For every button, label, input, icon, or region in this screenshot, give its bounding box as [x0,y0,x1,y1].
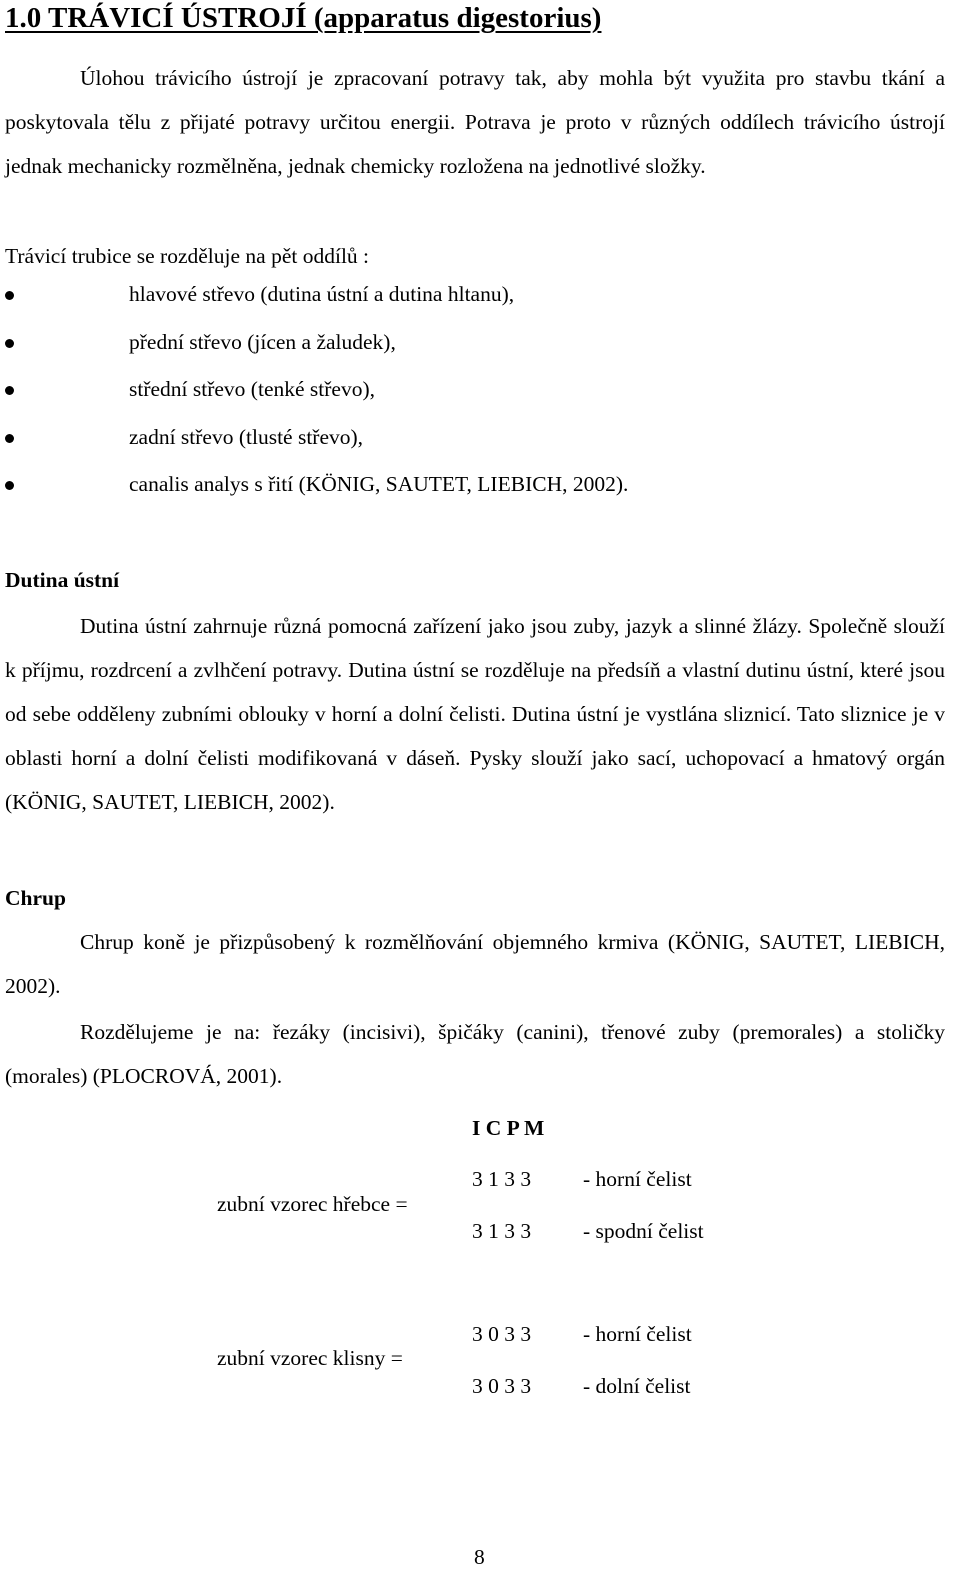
mare-lower-label: - dolní čelist [583,1374,691,1398]
bullet-icon [5,339,14,348]
oral-cavity-text: Dutina ústní zahrnuje různá pomocná zařízení jako jsou zuby, jazyk a slinné žlázy. Společně slouží k příjmu, rozdrcení a zvlhčení potravy. Dutina ústní se rozděluje na předsíň a vlastní dutinu ústní, které jsou od sebe odděleny zubními oblouky v horní a dolní čelisti. Dutina ústní je vystlána sliznicí. Tato sliznice je v oblasti horní a dolní čelisti modifikovaná v dáseň. Pysky slouží jako sací, uchopovací a hmatový orgán (KÖNIG, SAUTET, LIEBICH, 2002). [5,614,945,814]
oral-cavity-heading: Dutina ústní [5,568,120,592]
stallion-lower-values: 3 1 3 3 [472,1219,532,1243]
page-number: 8 [474,1545,485,1569]
intro-text: Úlohou trávicího ústrojí je zpracovaní potravy tak, aby mohla být využita pro stavbu tkání a poskytovala tělu z přijaté potravy určitou energii. Potrava je proto v různých oddílech trávicího ústrojí jednak mechanicky rozmělněna, jednak chemicky rozložena na jednotlivé složky. [5,66,945,178]
dentition-text-1: Chrup koně je přizpůsobený k rozmělňování objemného krmiva (KÖNIG, SAUTET, LIEBICH, 2002). [5,930,945,998]
dentition-paragraph-2 [5,1010,945,1098]
mare-lower-values: 3 0 3 3 [472,1374,532,1398]
dentition-text-2: Rozdělujeme je na: řezáky (incisivi), špičáky (canini), třenové zuby (premorales) a stoličky (morales) (PLOCROVÁ, 2001). [5,1020,945,1088]
dentition-paragraph-1 [5,920,945,1008]
mare-upper-label: - horní čelist [583,1322,692,1346]
intro-paragraph [5,56,945,188]
mare-formula-label: zubní vzorec klisny = [217,1346,403,1370]
formula-header: I C P M [472,1116,545,1140]
bullet-icon [5,434,14,443]
stallion-formula-label: zubní vzorec hřebce = [217,1192,408,1216]
bullet-icon [5,386,14,395]
oral-cavity-paragraph [5,604,945,824]
division-intro: Trávicí trubice se rozděluje na pět oddílů : [5,244,370,268]
chapter-title: 1.0 TRÁVICÍ ÚSTROJÍ (apparatus digestorius) [5,2,602,34]
stallion-upper-values: 3 1 3 3 [472,1167,532,1191]
bullet-icon [5,291,14,300]
mare-upper-values: 3 0 3 3 [472,1322,532,1346]
dentition-heading: Chrup [5,886,66,910]
bullet-icon [5,481,14,490]
stallion-lower-label: - spodní čelist [583,1219,704,1243]
stallion-upper-label: - horní čelist [583,1167,692,1191]
